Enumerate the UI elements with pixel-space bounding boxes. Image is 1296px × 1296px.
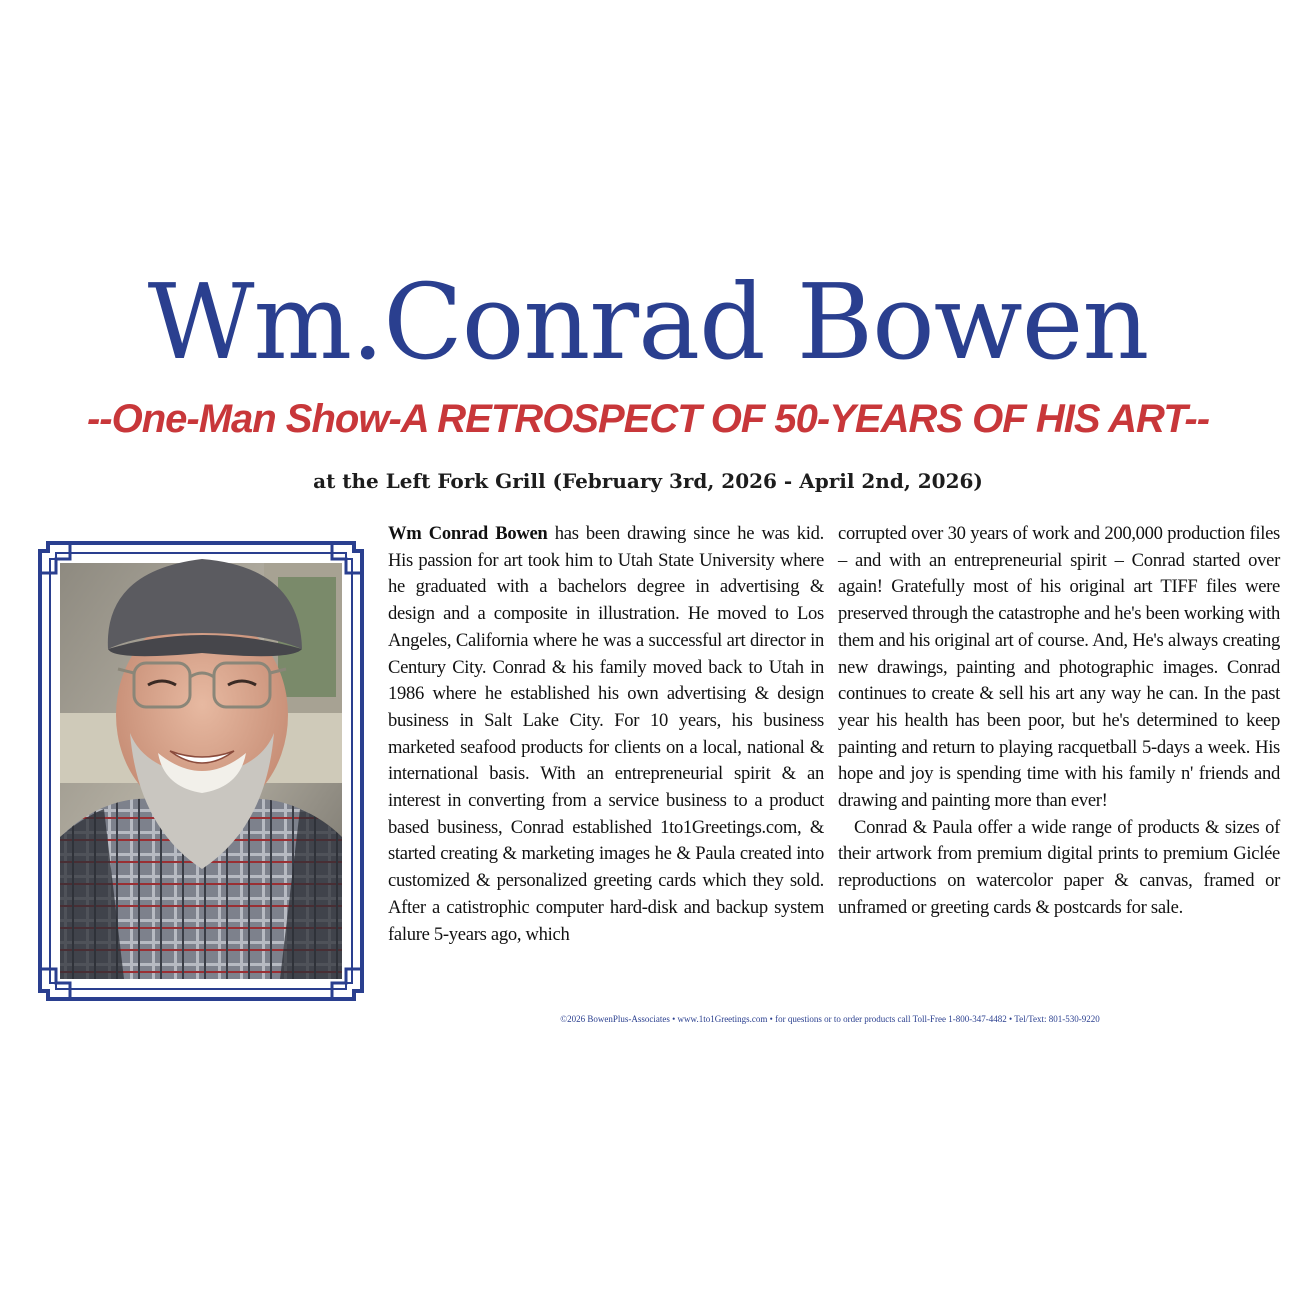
article-paragraph-continued: corrupted over 30 years of work and 200,000 production files – and with an entrepreneurial spirit – Conrad started over again! Gratefully most of his original art TIFF files were preserved through the catastrophe and he's been working with them and his original art of course. And, He's always creating new drawings, painting and photographic images. Conrad continues to create & sell his art any way he can. In the past year his health has been poor, but he's determined to keep painting and return to playing racquetball 5-days a week. His hope and joy is spending time with his family n' friends and drawing and painting more than ever!: [838, 523, 1280, 812]
article-column-1: [388, 521, 824, 948]
article-paragraph: [388, 521, 824, 948]
article-column-2: [838, 521, 1280, 922]
article-col1-text: has been drawing since he was kid. His passion for art took him to Utah State University where he graduated with a bachelors degree in advertising & design and a composite in illustration. He moved to Los Angeles, California where he was a successful art director in Century City. Conrad & his family moved back to Utah in 1986 where he established his own advertising & design business in Salt Lake City. For 10 years, his business marketed seafood products for clients on a local, national & international basis. With an entrepreneurial spirit & an interest in converting from a service business to a product based business, Conrad established 1to1Greetings.com, & started creating & marketing images he & Paula created into customized & personalized greeting cards which they sold. After a catistrophic computer hard-disk and backup system falure 5-years ago, which: [388, 523, 824, 945]
footer-contact: ©2026 BowenPlus-Associates • www.1to1Greetings.com • for questions or to order products call Toll-Free 1-800-347-4482 • Tel/Text: 801-530-9220: [560, 1014, 1100, 1024]
portrait-photo-frame: [34, 537, 368, 1005]
page-title: Wm.Conrad Bowen: [147, 261, 1149, 383]
article-paragraph-products: Conrad & Paula offer a wide range of products & sizes of their artwork from premium digital prints to premium Giclée reproductions on watercolor paper & canvas, framed or unframed or greeting cards & postcards for sale.: [838, 816, 1280, 918]
portrait-photo: [34, 537, 368, 1005]
article-lead-name: Wm Conrad Bowen: [388, 523, 548, 544]
venue-dates: at the Left Fork Grill (February 3rd, 2026 - April 2nd, 2026): [313, 469, 983, 493]
show-subtitle: --One-Man Show-A RETROSPECT OF 50-YEARS OF HIS ART--: [86, 397, 1210, 441]
